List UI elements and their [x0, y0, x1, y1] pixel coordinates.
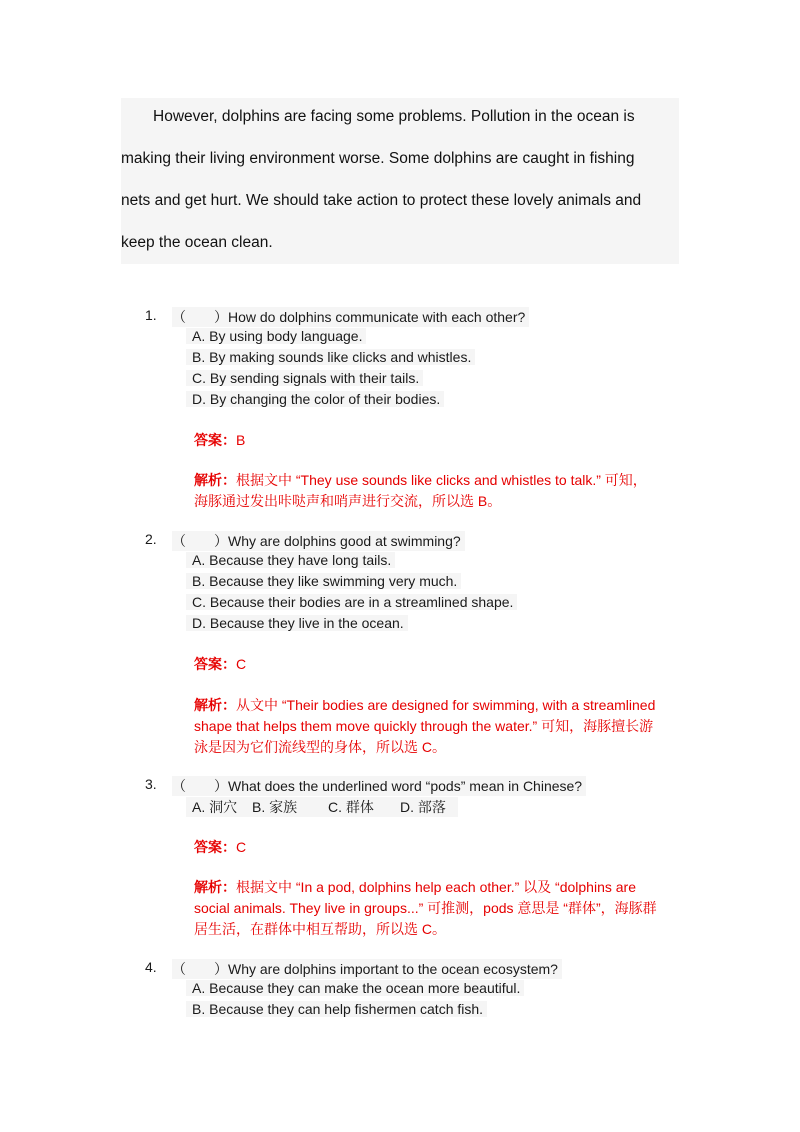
- option-d: D. By changing the color of their bodies.: [186, 391, 444, 407]
- answer-label: 答案：: [194, 656, 236, 672]
- option-a: A. Because they can make the ocean more beautiful.: [186, 980, 524, 996]
- question-stem: （ ）How do dolphins communicate with each other?: [172, 307, 529, 327]
- passage-line: making their living environment worse. Some dolphins are caught in fishing: [121, 150, 635, 167]
- answer: [194, 837, 246, 857]
- answer: [194, 430, 245, 450]
- reading-passage: [121, 98, 679, 264]
- explanation-line: [194, 877, 636, 897]
- explanation-line: 泳是因为它们流线型的身体，所以选 C。: [194, 739, 446, 755]
- question-stem: （ ）Why are dolphins good at swimming?: [172, 531, 465, 551]
- explanation-line: shape that helps them move quickly through the water.” 可知，海豚擅长游: [194, 718, 654, 734]
- option-a: A. Because they have long tails.: [186, 552, 395, 568]
- option-c: C. By sending signals with their tails.: [186, 370, 423, 386]
- answer-label: 答案：: [194, 432, 236, 448]
- answer-value: C: [236, 656, 247, 672]
- option-b: B. Because they can help fishermen catch fish.: [186, 1001, 487, 1017]
- explanation-line: social animals. They live in groups...” 可推测，pods 意思是 “群体”，海豚群: [194, 900, 657, 916]
- option-a: A. By using body language.: [186, 328, 366, 344]
- question-stem: （ ）What does the underlined word “pods” mean in Chinese?: [172, 776, 586, 796]
- option-d: D. Because they live in the ocean.: [186, 615, 408, 631]
- question-number: 1.: [145, 307, 157, 323]
- passage-line: nets and get hurt. We should take action to protect these lovely animals and: [121, 192, 642, 209]
- passage-line: keep the ocean clean.: [121, 234, 273, 251]
- question-number: 4.: [145, 959, 157, 975]
- option-b: B. By making sounds like clicks and whistles.: [186, 349, 475, 365]
- option-b: B. 家族: [252, 799, 298, 815]
- explanation-label: 解析：: [194, 472, 236, 488]
- explanation-line: [194, 470, 647, 490]
- passage-line: However, dolphins are facing some problems. Pollution in the ocean is: [153, 108, 635, 125]
- explanation-text: 根据文中 “In a pod, dolphins help each other.” 以及 “dolphins are: [236, 879, 636, 895]
- explanation-line: 居生活，在群体中相互帮助，所以选 C。: [194, 921, 446, 937]
- question-stem: （ ）Why are dolphins important to the ocean ecosystem?: [172, 959, 562, 979]
- answer: [194, 654, 246, 674]
- explanation-text: 根据文中 “They use sounds like clicks and whistles to talk.” 可知，: [236, 472, 647, 488]
- answer-label: 答案：: [194, 839, 236, 855]
- option-d: D. 部落: [400, 799, 446, 815]
- explanation-line: [194, 695, 655, 715]
- explanation-line: 海豚通过发出咔哒声和哨声进行交流，所以选 B。: [194, 493, 502, 509]
- option-c: C. 群体: [328, 799, 374, 815]
- answer-value: B: [236, 432, 246, 448]
- option-c: C. Because their bodies are in a streamlined shape.: [186, 594, 517, 610]
- explanation-label: 解析：: [194, 879, 236, 895]
- answer-value: C: [236, 839, 247, 855]
- question-number: 3.: [145, 776, 157, 792]
- option-b: B. Because they like swimming very much.: [186, 573, 461, 589]
- explanation-label: 解析：: [194, 697, 236, 713]
- explanation-text: 从文中 “Their bodies are designed for swimming, with a streamlined: [236, 697, 656, 713]
- options-row: [186, 797, 458, 817]
- option-a: A. 洞穴: [192, 799, 238, 815]
- question-number: 2.: [145, 531, 157, 547]
